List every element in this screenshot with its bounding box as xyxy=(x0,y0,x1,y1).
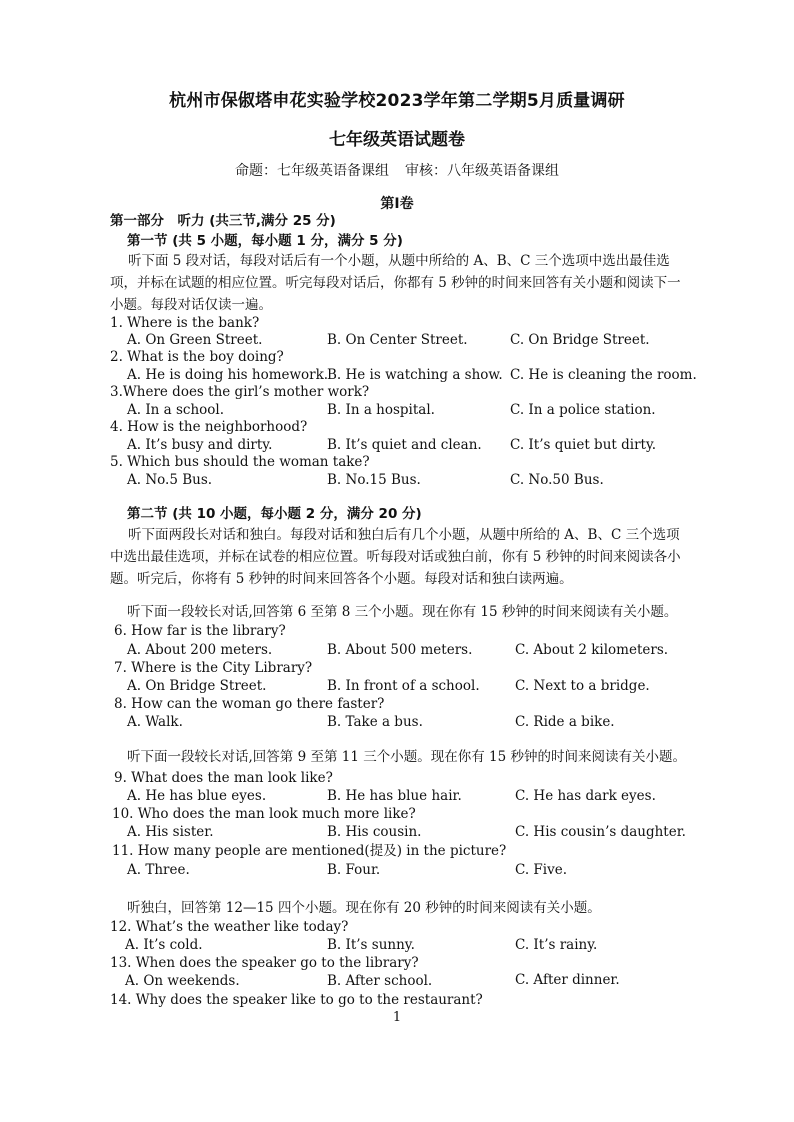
q3-option-b: B. In a hospital. xyxy=(327,402,435,418)
author-label: 命题：七年级英语备课组 xyxy=(235,163,389,179)
question-2: 2. What is the boy doing? xyxy=(110,349,284,365)
section1-heading: 第一节 (共 5 小题，每小题 1 分，满分 5 分) xyxy=(127,233,403,249)
q7-option-a: A. On Bridge Street. xyxy=(127,678,267,694)
q4-option-c: C. It’s quiet but dirty. xyxy=(510,437,657,453)
q2-option-b: B. He is watching a show. xyxy=(327,367,503,383)
q13-option-b: B. After school. xyxy=(327,973,433,989)
q5-option-b: B. No.15 Bus. xyxy=(327,472,421,488)
question-10: 10. Who does the man look much more like? xyxy=(112,806,416,822)
lead-q9-11: 听下面一段较长对话,回答第 9 至第 11 三个小题。现在你有 15 秒钟的时间来阅读有关小题。 xyxy=(127,749,686,765)
question-3: 3.Where does the girl’s mother work? xyxy=(110,384,370,400)
q9-option-a: A. He has blue eyes. xyxy=(127,788,267,804)
q10-option-b: B. His cousin. xyxy=(327,824,422,840)
q11-option-a: A. Three. xyxy=(127,862,190,878)
q4-option-b: B. It’s quiet and clean. xyxy=(327,437,482,453)
q3-option-a: A. In a school. xyxy=(127,402,225,418)
question-1: 1. Where is the bank? xyxy=(110,315,260,331)
question-4: 4. How is the neighborhood? xyxy=(110,419,308,435)
q6-option-a: A. About 200 meters. xyxy=(127,642,273,658)
reviewer-label: 审核：八年级英语备课组 xyxy=(405,163,559,179)
section2-instructions: 听下面两段长对话和独白。每段对话和独白后有几个小题，从题中所给的 A、B、C 三个选项中选出最佳选项，并标在试卷的相应位置。听每段对话或独白前，你有 5 秒钟的时间来阅读各小题。听完后，你将有 5 秒钟的时间来回答各个小题。每段对话和独白读两遍。 xyxy=(110,527,681,587)
q2-option-a: A. He is doing his homework. xyxy=(127,367,329,383)
lead-q6-8: 听下面一段较长对话,回答第 6 至第 8 三个小题。现在你有 15 秒钟的时间来阅读有关小题。 xyxy=(127,604,678,620)
q1-option-b: B. On Center Street. xyxy=(327,332,468,348)
q12-option-b: B. It’s sunny. xyxy=(327,937,415,953)
q6-option-c: C. About 2 kilometers. xyxy=(515,642,669,658)
q13-option-c: C. After dinner. xyxy=(515,972,620,988)
volume-label: 第I卷 xyxy=(380,196,414,212)
q7-option-b: B. In front of a school. xyxy=(327,678,480,694)
q10-option-a: A. His sister. xyxy=(127,824,214,840)
q6-option-b: B. About 500 meters. xyxy=(327,642,473,658)
question-5: 5. Which bus should the woman take? xyxy=(110,454,370,470)
q11-option-b: B. Four. xyxy=(327,862,381,878)
question-12: 12. What’s the weather like today? xyxy=(110,919,349,935)
section2-heading: 第二节 (共 10 小题，每小题 2 分，满分 20 分) xyxy=(127,506,422,522)
exam-title: 杭州市保俶塔申花实验学校2023学年第二学期5月质量调研 xyxy=(169,91,625,111)
q1-option-a: A. On Green Street. xyxy=(127,332,263,348)
q7-option-c: C. Next to a bridge. xyxy=(515,678,650,694)
q5-option-c: C. No.50 Bus. xyxy=(510,472,604,488)
question-13: 13. When does the speaker go to the library? xyxy=(110,955,419,971)
question-14: 14. Why does the speaker like to go to the restaurant? xyxy=(110,992,483,1008)
q5-option-a: A. No.5 Bus. xyxy=(127,472,213,488)
authors-line xyxy=(0,160,794,180)
q8-option-b: B. Take a bus. xyxy=(327,714,423,730)
question-8: 8. How can the woman go there faster? xyxy=(114,696,385,712)
q8-option-a: A. Walk. xyxy=(127,714,183,730)
q10-option-c: C. His cousin’s daughter. xyxy=(515,824,686,840)
lead-q12-15: 听独白，回答第 12—15 四个小题。现在你有 20 秒钟的时间来阅读有关小题。 xyxy=(127,900,601,916)
question-6: 6. How far is the library? xyxy=(114,623,286,639)
q12-option-c: C. It’s rainy. xyxy=(515,937,598,953)
q8-option-c: C. Ride a bike. xyxy=(515,714,615,730)
q11-option-c: C. Five. xyxy=(515,862,568,878)
q9-option-b: B. He has blue hair. xyxy=(327,788,462,804)
q3-option-c: C. In a police station. xyxy=(510,402,656,418)
q4-option-a: A. It’s busy and dirty. xyxy=(127,437,273,453)
q2-option-c: C. He is cleaning the room. xyxy=(510,367,697,383)
q9-option-c: C. He has dark eyes. xyxy=(515,788,656,804)
q12-option-a: A. It’s cold. xyxy=(125,937,203,953)
question-9: 9. What does the man look like? xyxy=(114,770,333,786)
section1-instructions: 听下面 5 段对话，每段对话后有一个小题，从题中所给的 A、B、C 三个选项中选出最佳选项，并标在试题的相应位置。听完每段对话后，你都有 5 秒钟的时间来回答有关小题和阅读下一小题。每段对话仅读一遍。 xyxy=(110,253,681,313)
exam-subtitle: 七年级英语试题卷 xyxy=(329,130,465,150)
page-number: 1 xyxy=(392,1010,402,1025)
part1-heading: 第一部分 听力 (共三节,满分 25 分) xyxy=(110,213,336,229)
question-11: 11. How many people are mentioned(提及) in the picture? xyxy=(112,843,507,859)
question-7: 7. Where is the City Library? xyxy=(114,660,313,676)
q1-option-c: C. On Bridge Street. xyxy=(510,332,650,348)
q13-option-a: A. On weekends. xyxy=(125,973,240,989)
